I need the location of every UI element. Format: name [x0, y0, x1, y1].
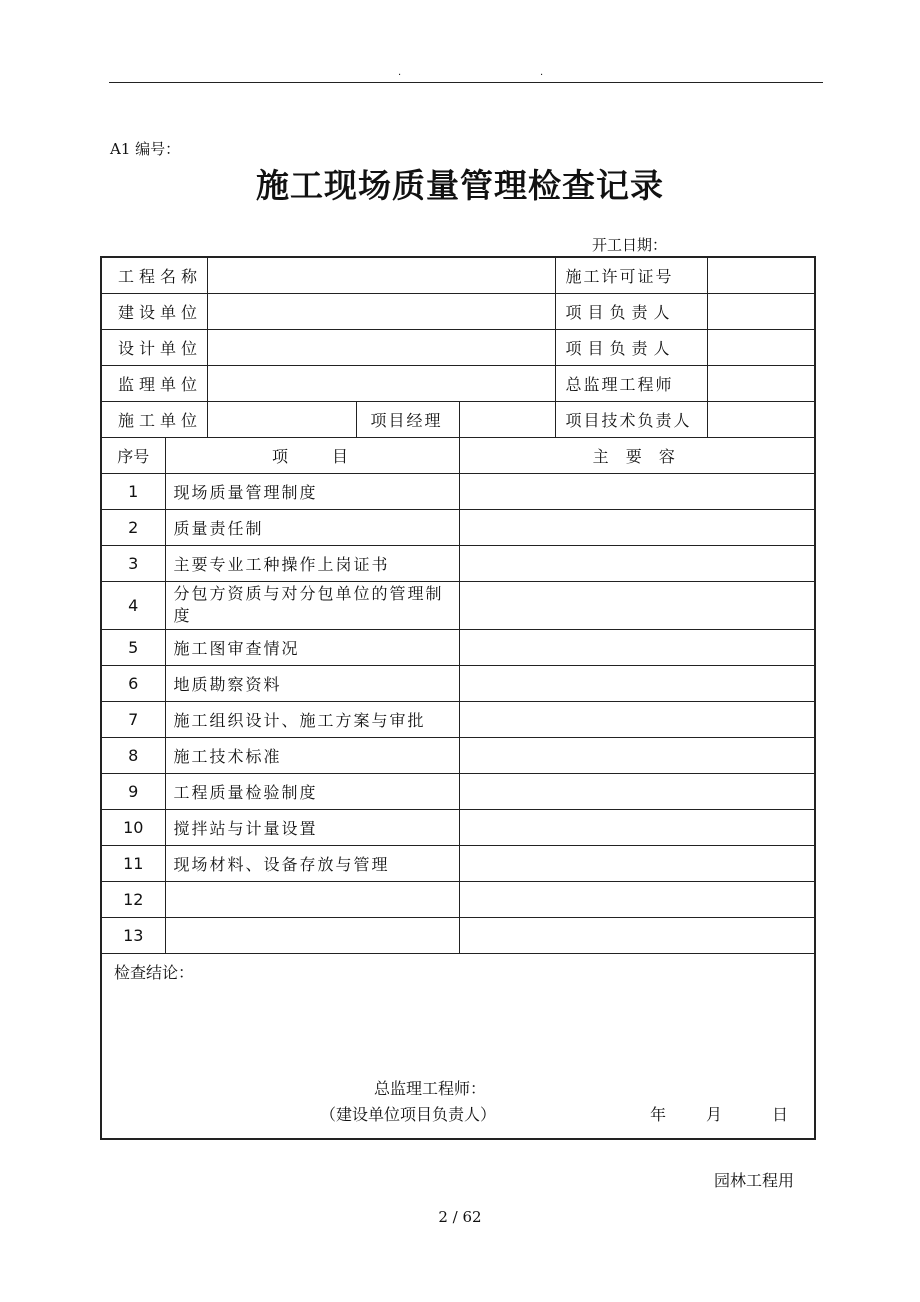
- row-content-field[interactable]: [459, 545, 815, 581]
- row-number: 7: [101, 701, 165, 737]
- tech-lead-label: 项目技术负责人: [555, 401, 707, 437]
- owner-pm-label: 项目负责人: [555, 293, 707, 329]
- inspection-form-table: [100, 256, 816, 1140]
- column-header-row: [101, 437, 815, 473]
- project-name-field[interactable]: [207, 257, 555, 293]
- project-manager-label: 项目经理: [356, 401, 459, 437]
- project-name-label: 工程名称: [101, 257, 207, 293]
- table-row: [101, 509, 815, 545]
- table-row: [101, 581, 815, 629]
- row-number: 8: [101, 737, 165, 773]
- row-number: 3: [101, 545, 165, 581]
- table-row: [101, 773, 815, 809]
- conclusion-label: 检查结论：: [114, 962, 195, 982]
- row-item-name: 主要专业工种操作上岗证书: [165, 545, 459, 581]
- row-number: 6: [101, 665, 165, 701]
- row-content-field[interactable]: [459, 737, 815, 773]
- row-item-name[interactable]: [165, 917, 459, 953]
- row-content-field[interactable]: [459, 509, 815, 545]
- row-content-field[interactable]: [459, 809, 815, 845]
- row-number: 12: [101, 881, 165, 917]
- table-row: [101, 473, 815, 509]
- row-content-field[interactable]: [459, 665, 815, 701]
- table-row: [101, 701, 815, 737]
- design-unit-field[interactable]: [207, 329, 555, 365]
- content-header: 主 要 容: [459, 437, 815, 473]
- row-number: 13: [101, 917, 165, 953]
- item-header: 项 目: [165, 437, 459, 473]
- row-item-name: 现场材料、设备存放与管理: [165, 845, 459, 881]
- owner-unit-label: 建设单位: [101, 293, 207, 329]
- info-row-supervision: [101, 365, 815, 401]
- project-manager-field[interactable]: [459, 401, 555, 437]
- table-row: [101, 845, 815, 881]
- year-label: 年: [650, 1104, 667, 1124]
- info-row-owner: [101, 293, 815, 329]
- header-dot: .: [398, 67, 402, 78]
- design-pm-field[interactable]: [707, 329, 815, 365]
- row-item-name: 工程质量检验制度: [165, 773, 459, 809]
- start-date-label: 开工日期：: [592, 236, 668, 254]
- row-number: 1: [101, 473, 165, 509]
- owner-pm-sign-label: （建设单位项目负责人）: [320, 1104, 497, 1124]
- header-dot: .: [540, 67, 544, 78]
- row-content-field[interactable]: [459, 629, 815, 665]
- table-row: [101, 737, 815, 773]
- month-label: 月: [706, 1104, 723, 1124]
- row-content-field[interactable]: [459, 701, 815, 737]
- row-number: 11: [101, 845, 165, 881]
- table-row: [101, 665, 815, 701]
- day-label: 日: [772, 1104, 789, 1124]
- row-item-name: 施工技术标准: [165, 737, 459, 773]
- owner-pm-field[interactable]: [707, 293, 815, 329]
- row-item-name: 现场质量管理制度: [165, 473, 459, 509]
- table-row: [101, 917, 815, 953]
- info-row-project: [101, 257, 815, 293]
- design-unit-label: 设计单位: [101, 329, 207, 365]
- row-number: 4: [101, 581, 165, 629]
- seq-header: 序号: [101, 437, 165, 473]
- table-row: [101, 809, 815, 845]
- row-content-field[interactable]: [459, 881, 815, 917]
- row-content-field[interactable]: [459, 917, 815, 953]
- construction-unit-label: 施工单位: [101, 401, 207, 437]
- row-content-field[interactable]: [459, 581, 815, 629]
- tech-lead-field[interactable]: [707, 401, 815, 437]
- chief-supervisor-label: 总监理工程师: [555, 365, 707, 401]
- construction-unit-field[interactable]: [207, 401, 356, 437]
- supervision-unit-field[interactable]: [207, 365, 555, 401]
- row-number: 9: [101, 773, 165, 809]
- row-content-field[interactable]: [459, 845, 815, 881]
- row-content-field[interactable]: [459, 773, 815, 809]
- row-item-name: 施工组织设计、施工方案与审批: [165, 701, 459, 737]
- table-row: [101, 545, 815, 581]
- row-item-name[interactable]: [165, 881, 459, 917]
- owner-unit-field[interactable]: [207, 293, 555, 329]
- conclusion-cell[interactable]: [101, 953, 815, 1139]
- row-number: 2: [101, 509, 165, 545]
- conclusion-row: [101, 953, 815, 1139]
- info-row-design: [101, 329, 815, 365]
- row-item-name: 分包方资质与对分包单位的管理制度: [165, 581, 459, 629]
- chief-supervisor-sign-label: 总监理工程师：: [374, 1078, 487, 1098]
- chief-supervisor-field[interactable]: [707, 365, 815, 401]
- row-content-field[interactable]: [459, 473, 815, 509]
- row-item-name: 施工图审查情况: [165, 629, 459, 665]
- page-title: 施工现场质量管理检查记录: [256, 166, 664, 205]
- row-item-name: 地质勘察资料: [165, 665, 459, 701]
- usage-note: 园林工程用: [714, 1171, 795, 1190]
- row-number: 5: [101, 629, 165, 665]
- info-row-construction: [101, 401, 815, 437]
- header-rule: [109, 82, 823, 83]
- page-number: 2 / 62: [438, 1208, 482, 1226]
- row-item-name: 质量责任制: [165, 509, 459, 545]
- document-code-label: A1 编号：: [110, 140, 181, 158]
- design-pm-label: 项目负责人: [555, 329, 707, 365]
- permit-number-field[interactable]: [707, 257, 815, 293]
- row-item-name: 搅拌站与计量设置: [165, 809, 459, 845]
- row-number: 10: [101, 809, 165, 845]
- supervision-unit-label: 监理单位: [101, 365, 207, 401]
- table-row: [101, 881, 815, 917]
- permit-number-label: 施工许可证号: [555, 257, 707, 293]
- table-row: [101, 629, 815, 665]
